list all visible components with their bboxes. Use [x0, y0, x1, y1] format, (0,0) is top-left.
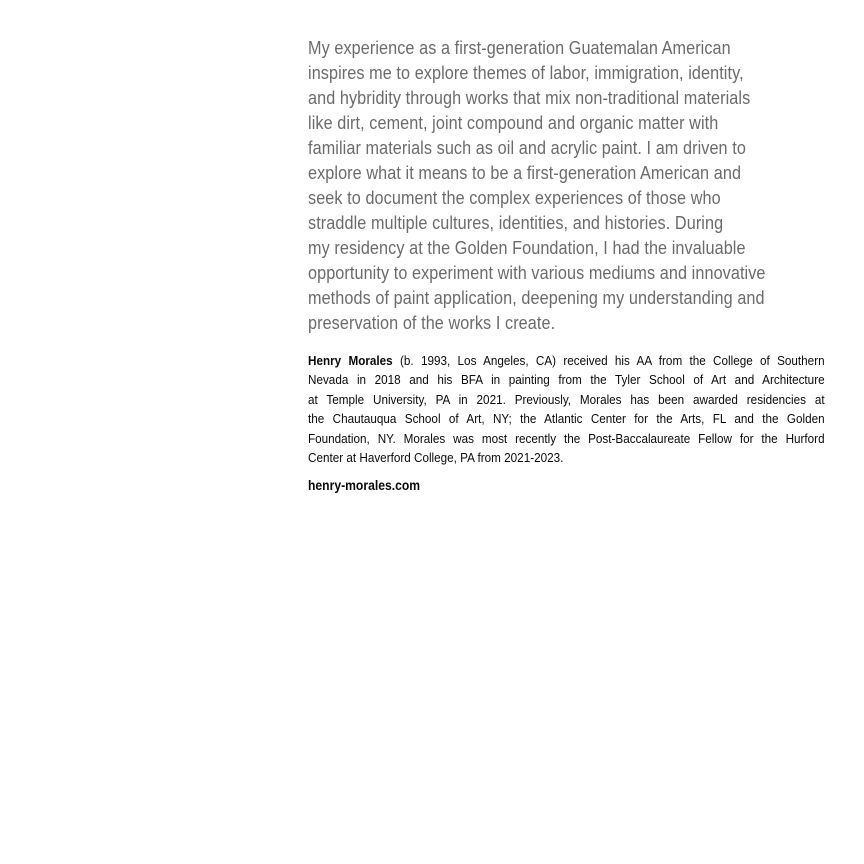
text-line: my residency at the Golden Foundation, I had the invaluable — [308, 238, 746, 258]
text-line: familiar materials such as oil and acrylic paint. I am driven to — [308, 138, 746, 158]
text-line: methods of paint application, deepening my understanding and — [308, 288, 765, 308]
content-column — [308, 36, 825, 495]
text-line: opportunity to experiment with various mediums and innovative — [308, 263, 766, 283]
text-line: preservation of the works I create. — [308, 313, 556, 333]
text-line: seek to document the complex experiences of those who — [308, 188, 721, 208]
text-line: straddle multiple cultures, identities, and histories. During — [308, 213, 724, 233]
bio-lines — [308, 370, 825, 467]
text-line: inspires me to explore themes of labor, immigration, identity, — [308, 63, 744, 83]
artist-statement-paragraph — [308, 36, 825, 336]
bio-first-line-text: (b. 1993, Los Angeles, CA) received his AA from the College of Southern — [400, 353, 825, 368]
text-line: like dirt, cement, joint compound and organic matter with — [308, 113, 719, 133]
text-line: and hybridity through works that mix non-traditional materials — [308, 88, 751, 108]
text-line: Center at Haverford College, PA from 2021-2023. — [308, 450, 564, 466]
artist-name: Henry Morales — [308, 353, 393, 368]
text-line: My experience as a first-generation Guatemalan American — [308, 38, 731, 58]
text-line: explore what it means to be a first-generation American and — [308, 163, 742, 183]
website-link[interactable]: henry-morales.com — [308, 478, 421, 494]
text-line: at Temple University, PA in 2021. Previously, Morales has been awarded residencies at — [308, 391, 825, 407]
text-line: Foundation, NY. Morales was most recently the Post-Baccalaureate Fellow for the Hurford — [308, 430, 825, 446]
artist-bio-paragraph — [308, 351, 825, 467]
text-line: the Chautauqua School of Art, NY; the Atlantic Center for the Arts, FL and the Golden — [308, 411, 825, 427]
text-line: Nevada in 2018 and his BFA in painting from the Tyler School of Art and Architecture — [308, 372, 825, 388]
bio-first-line — [308, 351, 825, 370]
